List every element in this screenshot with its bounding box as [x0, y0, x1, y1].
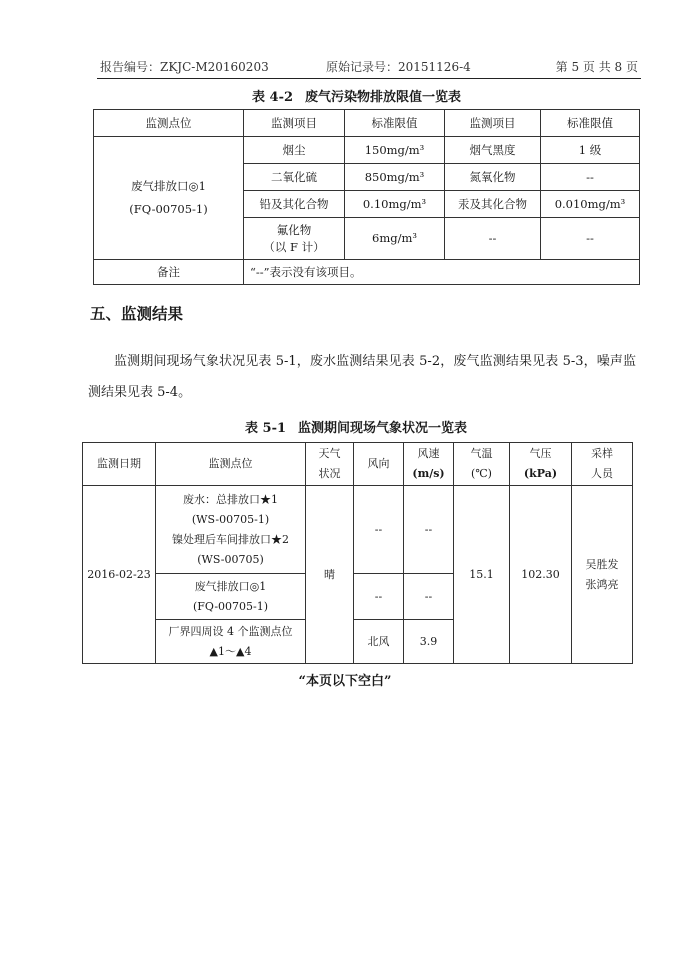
section-paragraph: 监测期间现场气象状况见表 5-1，废水监测结果见表 5-2，废气监测结果见表 5-3，噪声监测结果见表 5-4。 — [88, 354, 636, 400]
header-cell: 监测点位 — [94, 110, 244, 137]
point-cell: 废气排放口◎1 (FQ-00705-1) — [156, 574, 306, 620]
table-header-row — [83, 443, 633, 486]
weather-cell: 晴 — [306, 486, 354, 664]
table-row: 厂界四周设 4 个监测点位 ▲1～▲4 北风 3.9 — [83, 620, 633, 664]
emission-limits-table — [93, 109, 640, 285]
header-wind-direction: 风向 — [354, 443, 404, 486]
table-4-2-caption: 表 4-2 废气污染物排放限值一览表 — [252, 90, 462, 105]
header-date: 监测日期 — [83, 443, 156, 486]
point-cell: 厂界四周设 4 个监测点位 ▲1～▲4 — [156, 620, 306, 664]
table-5-1-caption: 表 5-1 监测期间现场气象状况一览表 — [245, 421, 468, 436]
header-temperature: 气温 (℃) — [454, 443, 510, 486]
header-weather: 天气状况 — [306, 443, 354, 486]
remark-row — [94, 260, 640, 285]
header-cell: 监测项目 — [445, 110, 541, 137]
header-staff: 采样人员 — [572, 443, 633, 486]
table-row: 氟化物 （以 F 计） 6mg/m³ -- -- — [94, 218, 640, 260]
point-cell: 废水：总排放口★1 (WS-00705-1) 镍处理后车间排放口★2 (WS-00705) — [156, 486, 306, 574]
header-cell: 标准限值 — [345, 110, 445, 137]
page-number: 第 5 页 共 8 页 — [555, 60, 638, 74]
table-row: 废气排放口◎1 (FQ-00705-1) 烟尘 150mg/m³ 烟气黑度 1 级 — [94, 137, 640, 164]
page-header — [100, 58, 638, 76]
header-cell: 标准限值 — [541, 110, 640, 137]
table-row: 废气排放口◎1 (FQ-00705-1) -- -- — [83, 574, 633, 620]
table-header-row — [94, 110, 640, 137]
header-cell: 监测项目 — [244, 110, 345, 137]
record-number: 原始记录号：20151126-4 — [326, 60, 471, 74]
header-pressure: 气压 (kPa) — [510, 443, 572, 486]
remark-label: 备注 — [94, 260, 244, 285]
section-heading: 五、监测结果 — [90, 304, 184, 323]
table-row: 二氧化硫 850mg/m³ 氮氧化物 -- — [94, 164, 640, 191]
header-wind-speed: 风速 (m/s) — [404, 443, 454, 486]
staff-cell: 吴胜发 张鸿亮 — [572, 486, 633, 664]
temperature-cell: 15.1 — [454, 486, 510, 664]
date-cell: 2016-02-23 — [83, 486, 156, 664]
table-row: 2016-02-23 废水：总排放口★1 (WS-00705-1) 镍处理后车间排放口★2 (WS-00705) 晴 -- -- 15.1 102.30 吴胜发 张鸿亮 — [83, 486, 633, 574]
fluoride-cell: 氟化物 （以 F 计） — [244, 218, 345, 260]
table-row: 铅及其化合物 0.10mg/m³ 汞及其化合物 0.010mg/m³ — [94, 191, 640, 218]
blank-below-note: “本页以下空白” — [298, 674, 392, 689]
header-divider — [97, 78, 641, 79]
weather-table — [82, 442, 633, 664]
header-point: 监测点位 — [156, 443, 306, 486]
report-number: 报告编号：ZKJC-M20160203 — [100, 60, 269, 74]
remark-text: “--”表示没有该项目。 — [244, 260, 640, 285]
pressure-cell: 102.30 — [510, 486, 572, 664]
monitoring-point-cell: 废气排放口◎1 (FQ-00705-1) — [94, 137, 244, 260]
